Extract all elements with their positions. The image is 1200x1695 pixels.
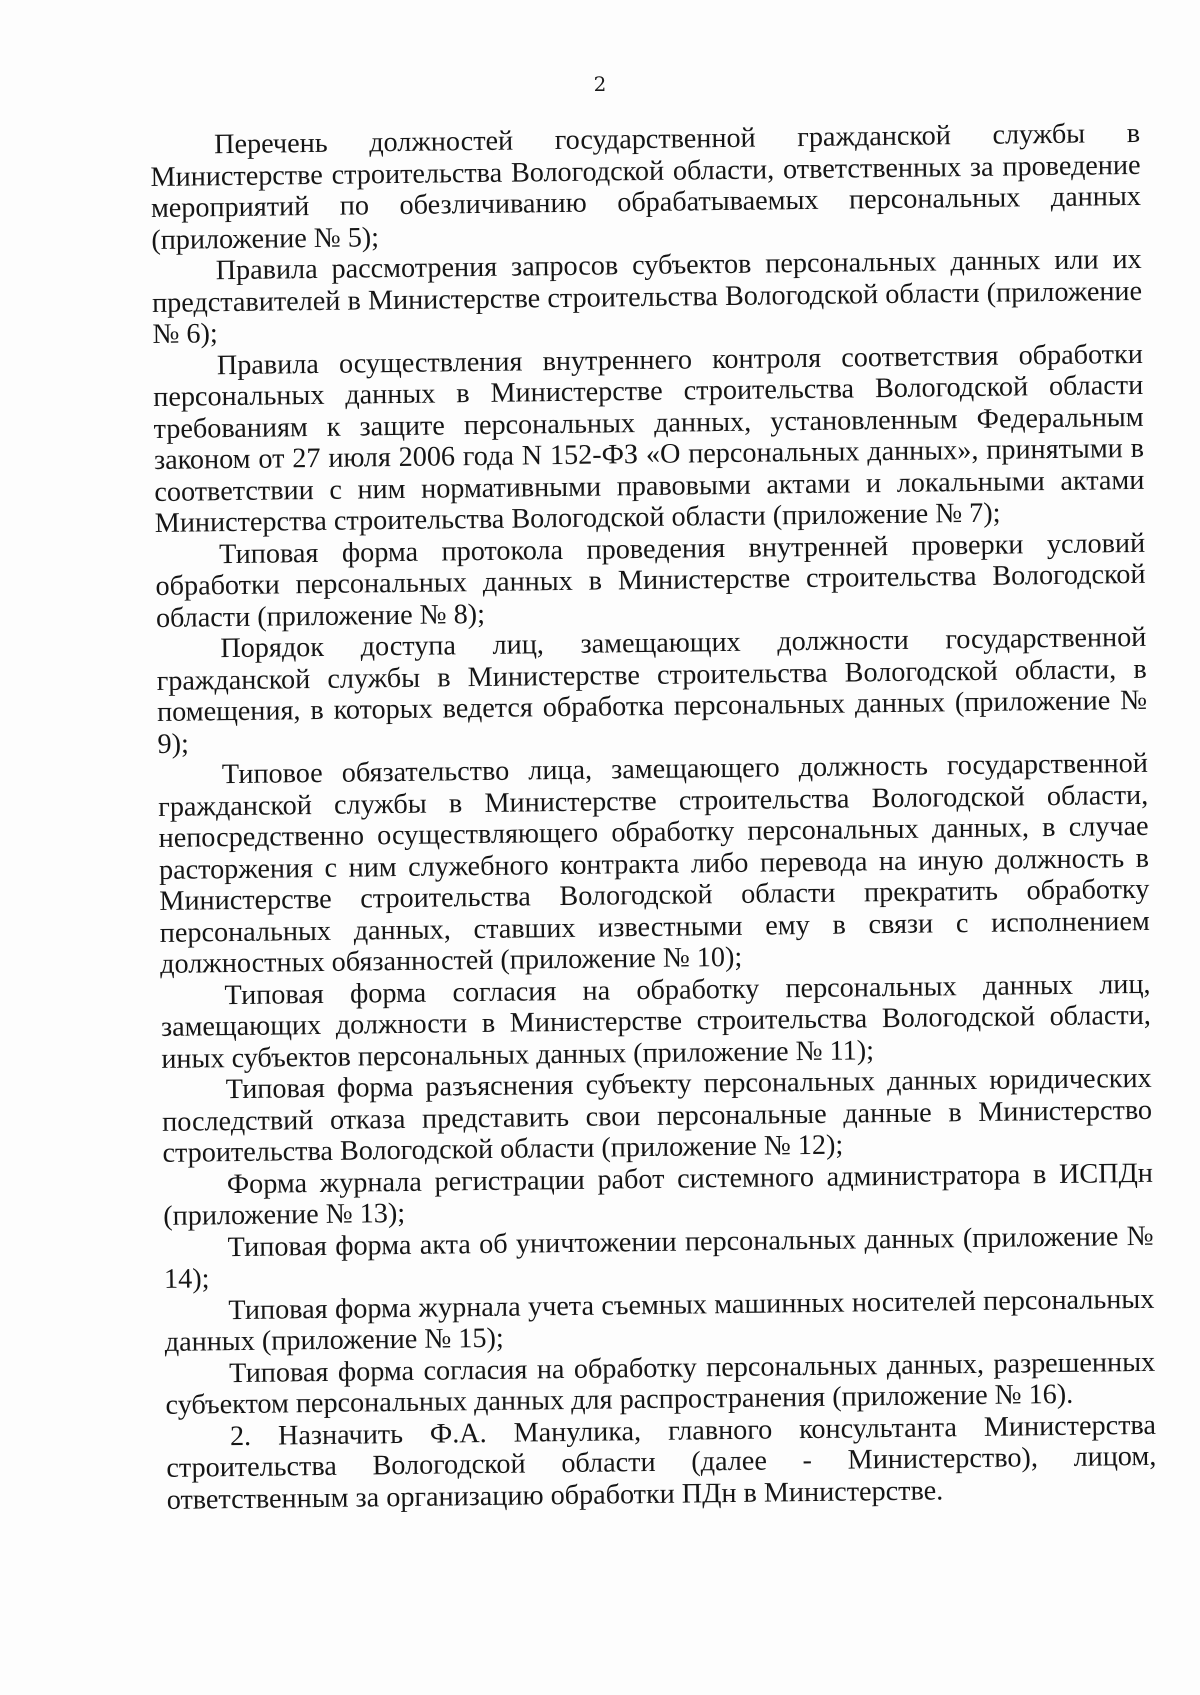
document-body	[150, 118, 1157, 1516]
page-number: 2	[593, 72, 607, 96]
paragraph-appendix-8: Типовая форма протокола проведения внутренней проверки условий обработки персональных данных в Министерстве строительства Вологодской области (приложение № 8);	[155, 527, 1146, 634]
paragraph-appendix-15: Типовая форма журнала учета съемных машинных носителей персональных данных (приложение № 15);	[164, 1283, 1155, 1358]
paragraph-appendix-5: Перечень должностей государственной гражданской службы в Министерстве строительства Вологодской области, ответственных за проведение мероприятий по обезличиванию обрабатываемых персональных данных (приложение № 5);	[150, 117, 1142, 256]
paragraph-appendix-7: Правила осуществления внутреннего контроля соответствия обработки персональных данных в Министерстве строительства Вологодской области требованиям к защите персональных данных, установленным Федеральным законом от 27 июля 2006 года N 152-ФЗ «О персональных данных», принятыми в соответствии с ним нормативными правовыми актами и локальными актами Министерства строительства Вологодской области (приложение № 7);	[153, 338, 1145, 539]
paragraph-appendix-14: Типовая форма акта об уничтожении персональных данных (приложение № 14);	[163, 1220, 1154, 1295]
paragraph-appendix-12: Типовая форма разъяснения субъекту персональных данных юридических последствий отказа представить свои персональные данные в Министерство строительства Вологодской области (приложение № 12);	[161, 1062, 1153, 1169]
paragraph-appendix-6: Правила рассмотрения запросов субъектов персональных данных или их представителей в Министерстве строительства Вологодской области (приложение № 6);	[151, 243, 1143, 350]
paragraph-appendix-16: Типовая форма согласия на обработку персональных данных, разрешенных субъектом персональных данных для распространения (приложение № 16).	[165, 1346, 1156, 1421]
paragraph-appendix-13: Форма журнала регистрации работ системного администратора в ИСПДн (приложение № 13);	[163, 1157, 1154, 1232]
paragraph-appendix-10: Типовое обязательство лица, замещающего должность государственной гражданской службы в Министерстве строительства Вологодской области, непосредственно осуществляющего обработку персональных данных, в случае расторжения с ним служебного контракта либо перевода на иную должность в Министерстве строительства Вологодской области прекратить обработку персональных данных, ставших известными ему в связи с исполнением должностных обязанностей (приложение № 10);	[158, 747, 1150, 980]
paragraph-appendix-9: Порядок доступа лиц, замещающих должности государственной гражданской службы в Министерстве строительства Вологодской области, в помещения, в которых ведется обработка персональных данных (приложение № 9);	[156, 621, 1148, 760]
paragraph-appendix-11: Типовая форма согласия на обработку персональных данных лиц, замещающих должности в Министерстве строительства Вологодской области, иных субъектов персональных данных (приложение № 11);	[160, 968, 1152, 1075]
paragraph-item-2: 2. Назначить Ф.А. Манулика, главного консультанта Министерства строительства Вологодской области (далее - Министерство), лицом, ответственным за организацию обработки ПДн в Министерстве.	[166, 1409, 1157, 1516]
